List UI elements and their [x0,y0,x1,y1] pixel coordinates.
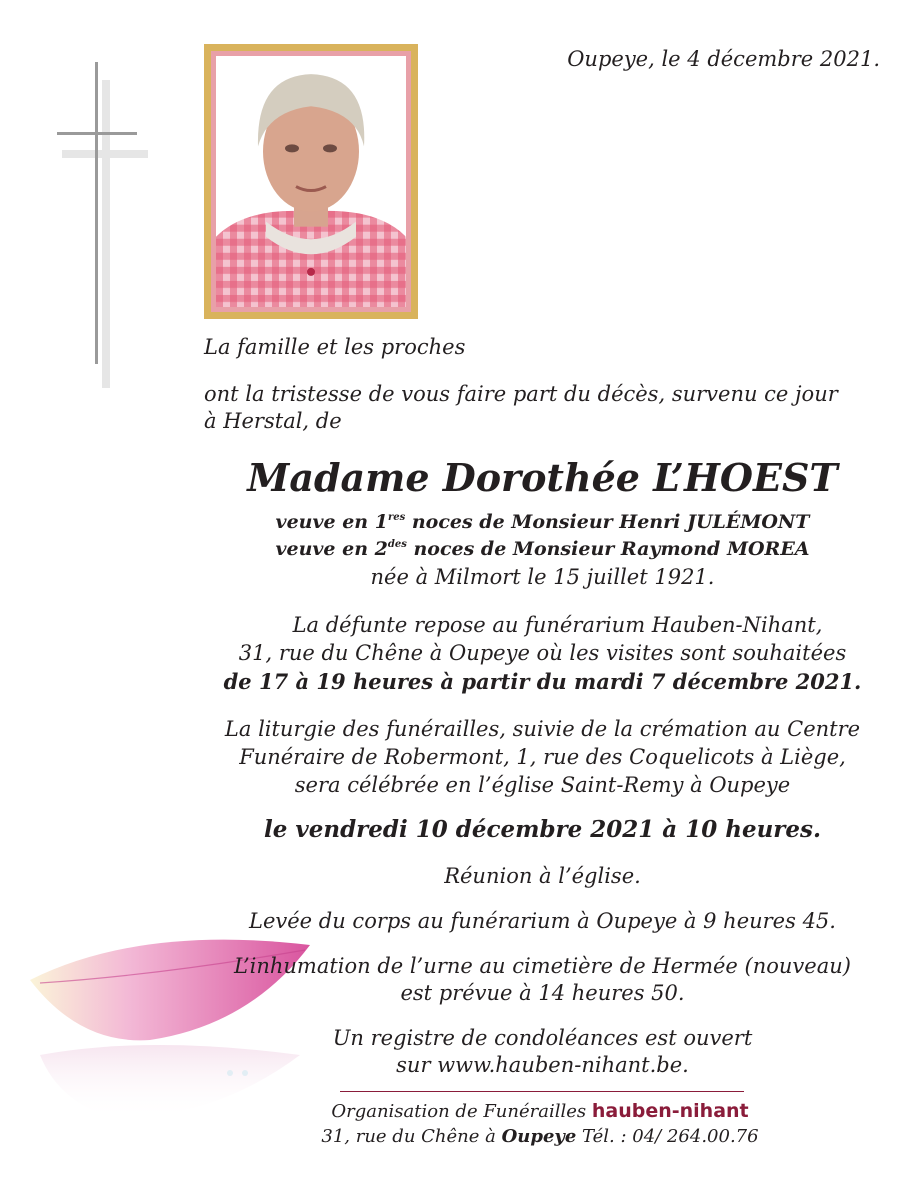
liturgy-line3: sera célébrée en l’église Saint-Remy à Oupeye [294,773,791,797]
intro-announcement-line1: ont la tristesse de vous faire part du décès, survenu ce jour [204,382,838,406]
portrait-photo [216,56,406,307]
funeral-date: le vendredi 10 décembre 2021 à 10 heures. [263,816,822,843]
liturgy-line2: Funéraire de Robermont, 1, rue des Coquelicots à Liège, [239,745,846,769]
inhumation-line2: est prévue à 14 heures 50. [400,981,685,1005]
visitation-line2: 31, rue du Chêne à Oupeye où les visites sont souhaitées [238,641,847,665]
footer-divider [340,1091,744,1092]
visitation-line1: La défunte repose au funérarium Hauben-Nihant, [292,613,823,637]
levee-info: Levée du corps au funérarium à Oupeye à 9 heures 45. [249,909,836,933]
notice-date: Oupeye, le 4 décembre 2021. [567,47,880,71]
deceased-name: Madame Dorothée L’HOEST [247,455,838,500]
intro-announcement-line2: à Herstal, de [204,409,342,433]
register-line1: Un registre de condoléances est ouvert [332,1026,753,1050]
widow-second-marriage: veuve en $2^{des}$ noces de Monsieur Raymond MOREA [275,538,810,560]
liturgy-line1: La liturgie des funérailles, suivie de la crémation au Centre [224,717,861,741]
lotus-petal-decoration [0,905,340,1135]
meeting-info: Réunion à l’église. [444,864,641,888]
footer-address: 31, rue du Chêne à Oupeye Tél. : 04/ 264.00.76 [321,1126,759,1147]
register-line2: sur www.hauben-nihant.be. [396,1053,689,1077]
intro-family: La famille et les proches [204,335,466,359]
birth-info: née à Milmort le 15 juillet 1921. [370,565,715,589]
portrait-frame [204,44,418,319]
visitation-hours: de 17 à 19 heures à partir du mardi 7 décembre 2021. [223,669,862,694]
footer-organisation: Organisation de Funérailles hauben-nihant [331,1100,749,1122]
cross-icon [50,60,160,390]
widow-first-marriage: veuve en 1res noces de Monsieur Henri JULÉMONT [275,511,810,533]
brand-logo: hauben-nihant [591,1100,749,1122]
inhumation-line1: L’inhumation de l’urne au cimetière de Hermée (nouveau) [234,954,851,978]
